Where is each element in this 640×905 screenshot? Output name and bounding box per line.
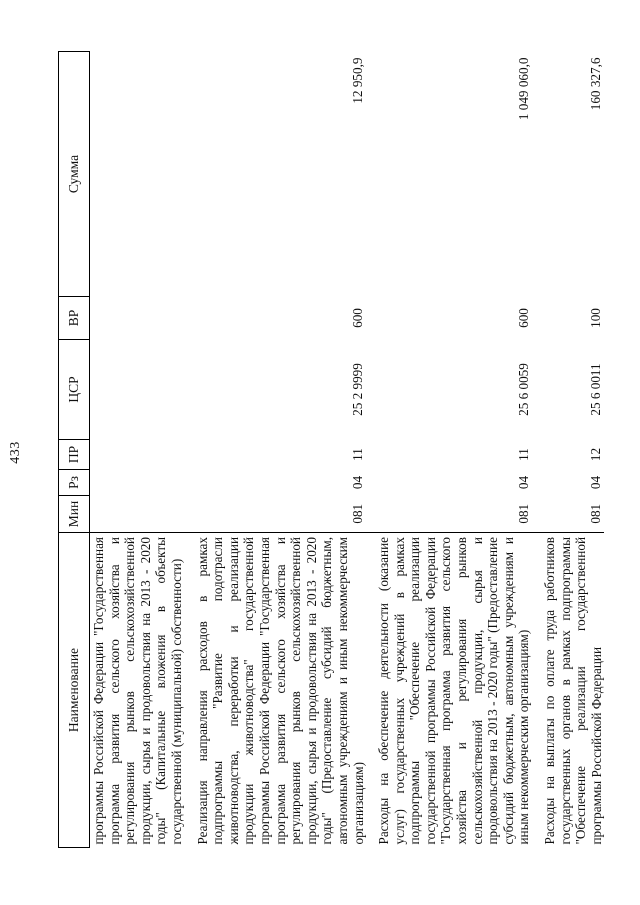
- page-number: 433: [8, 441, 23, 464]
- row-vr: 600: [516, 308, 532, 328]
- row-rz: 04: [350, 475, 366, 490]
- table-row: [90, 52, 185, 848]
- table-header-row: [59, 52, 90, 848]
- table-row: [532, 52, 604, 848]
- row-csr: [90, 340, 185, 440]
- row-vr: 600: [350, 308, 366, 328]
- row-min: 081: [350, 503, 366, 524]
- row-min: [90, 496, 185, 533]
- header-sum: Сумма: [59, 52, 90, 297]
- row-vr: [90, 297, 185, 340]
- row-sum: [90, 52, 185, 297]
- header-rz: Рз: [59, 470, 90, 496]
- row-min: 081: [516, 503, 532, 524]
- row-name: Расходы на обеспечение деятельности (оказание услуг) государственных учреждений в рамках подпрограммы "Обеспечение реализации государственной программы Российской Федерации "Государственная программа развития сельского хозяйства и регулирования рынков сельскохозяйственной продукции, сырья и продовольствия на 2013 - 2020 годы" (Предоставление субсидий бюджетным, автономным учреждениям и иным некоммерческим организациям): [366, 533, 532, 848]
- header-pr: ПР: [59, 440, 90, 470]
- row-pr: [90, 440, 185, 470]
- row-rz: [90, 470, 185, 496]
- row-csr: 25 2 9999: [350, 363, 366, 416]
- header-min: Мин: [59, 496, 90, 533]
- header-csr: ЦСР: [59, 340, 90, 440]
- row-pr: 12: [588, 447, 604, 462]
- row-name: Реализация направления расходов в рамках подпрограммы "Развитие подотрасли животноводства, переработки и реализации продукции животноводства" государственной программы Российской Федерации "Государственная программа развития сельского хозяйства и регулирования рынков сельскохозяйственной продукции, сырья и продовольствия на 2013 - 2020 годы" (Предоставление субсидий бюджетным, автономным учреждениям и иным некоммерческим организациям): [185, 533, 367, 848]
- budget-table: [58, 51, 604, 848]
- header-vr: ВР: [59, 297, 90, 340]
- row-min: 081: [588, 503, 604, 524]
- row-sum: 1 049 060,0: [516, 57, 532, 121]
- table-row: [366, 52, 532, 848]
- row-name: программы Российской Федерации "Государственная программа развития сельского хозяйства и регулирования рынков сельскохозяйственной продукции, сырья и продовольствия на 2013 - 2020 годы" (Капитальные вложения в объекты государственной (муниципальной) собственности): [90, 533, 185, 848]
- row-rz: 04: [588, 475, 604, 490]
- row-csr: 25 6 0059: [516, 363, 532, 416]
- row-sum: 12 950,9: [350, 57, 366, 104]
- row-pr: 11: [516, 448, 532, 461]
- row-sum: 160 327,6: [588, 57, 604, 111]
- row-pr: 11: [350, 448, 366, 461]
- row-rz: 04: [516, 475, 532, 490]
- row-name: Расходы на выплаты по оплате труда работников государственных органов в рамках подпрограммы "Обеспечение реализации государственной программы Российской Федерации: [532, 533, 604, 848]
- row-csr: 25 6 0011: [588, 363, 604, 416]
- header-name: Наименование: [59, 533, 90, 848]
- table-row: [185, 52, 367, 848]
- row-vr: 100: [588, 308, 604, 328]
